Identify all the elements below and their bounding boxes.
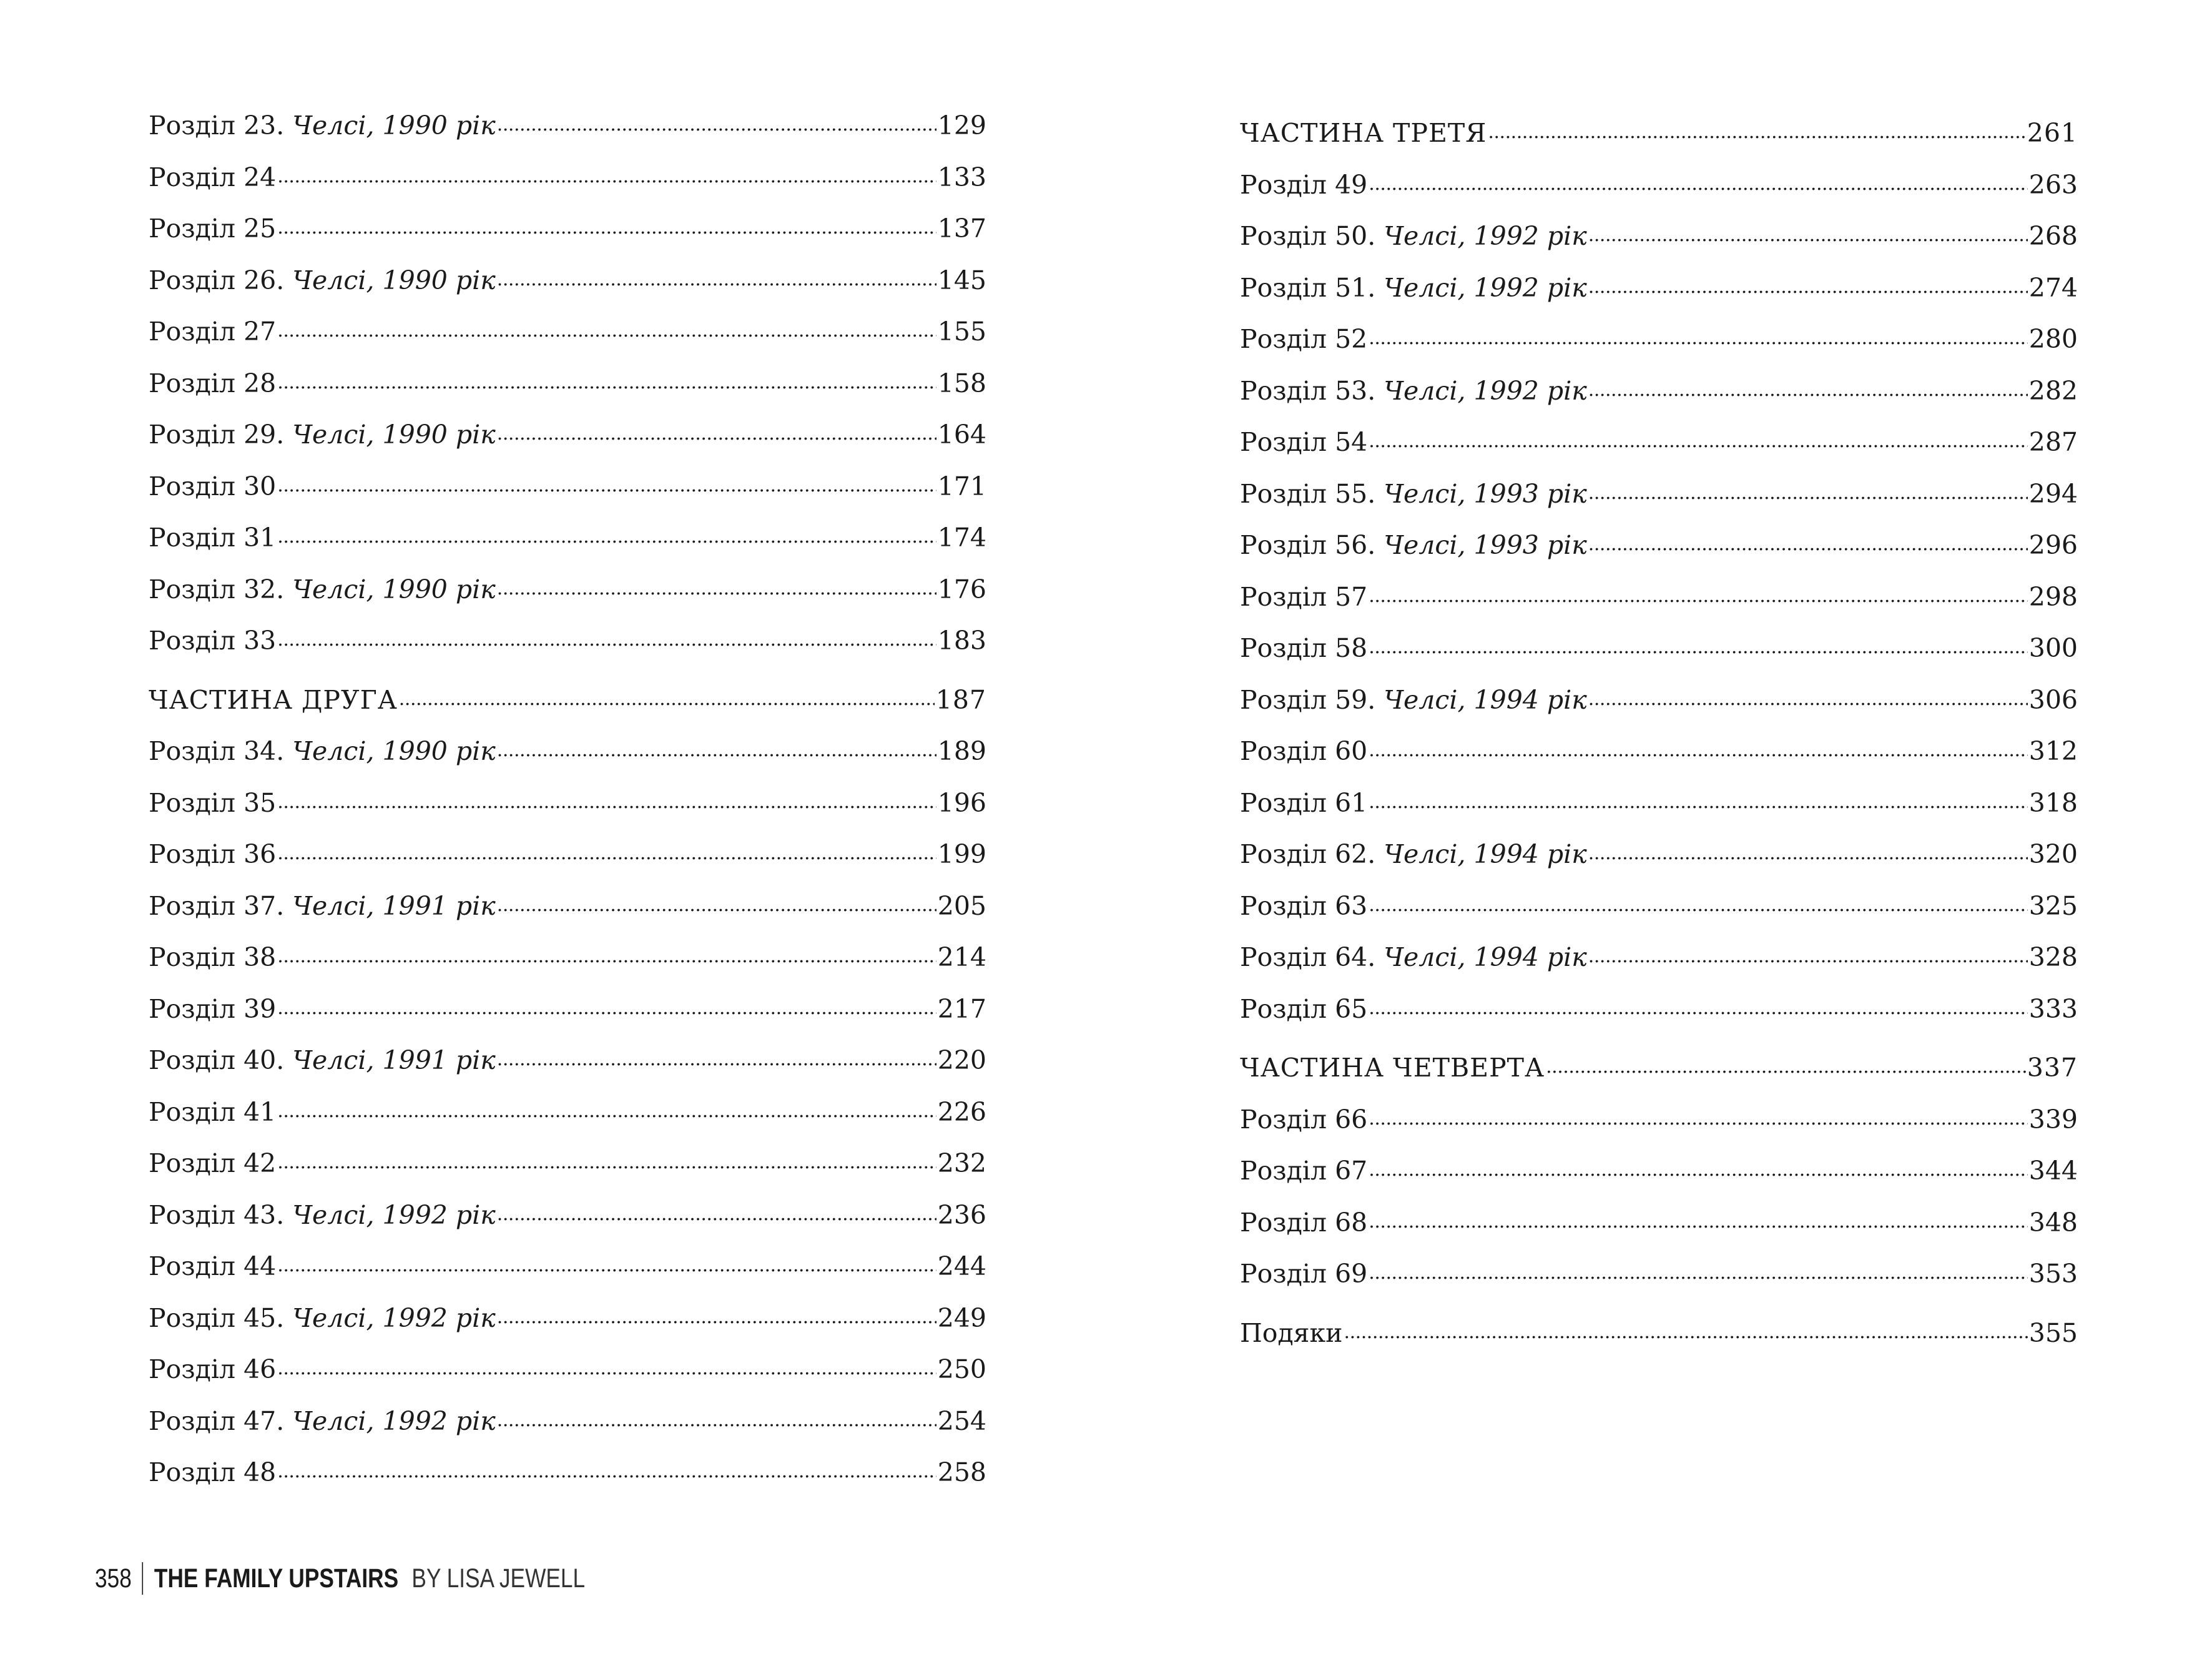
toc-entry-title [1240, 1307, 1343, 1359]
toc-chapter-entry [149, 1086, 986, 1138]
toc-entry-page-number: 250 [937, 1354, 986, 1384]
toc-entry-label: Розділ 40. [149, 1045, 285, 1075]
toc-chapter-entry [1240, 210, 2078, 262]
toc-entry-page-number: 164 [937, 420, 986, 450]
toc-part-entry [1240, 107, 2078, 159]
toc-entry-label: Розділ 56. [1240, 530, 1376, 560]
toc-chapter-entry [149, 1344, 986, 1396]
toc-entry-title [1240, 932, 1587, 983]
toc-entry-subtitle: Челсі, 1992 рік [292, 1302, 496, 1333]
toc-entry-label: Розділ 66 [1240, 1104, 1368, 1135]
toc-entry-label: Розділ 31 [149, 523, 277, 553]
toc-chapter-entry [149, 152, 986, 204]
toc-entry-label: Розділ 33 [149, 626, 277, 656]
toc-entry-label: Розділ 68 [1240, 1207, 1368, 1238]
toc-entry-label: Розділ 60 [1240, 736, 1368, 766]
toc-entry-title [1240, 210, 1587, 262]
toc-entry-subtitle: Челсі, 1990 рік [292, 574, 496, 604]
toc-entry-label: Розділ 23. [149, 111, 285, 140]
toc-entry-title [149, 674, 398, 726]
toc-entry-label: Розділ 52 [1240, 324, 1368, 354]
toc-chapter-entry [1240, 777, 2078, 829]
toc-entry-label: ЧАСТИНА ЧЕТВЕРТА [1240, 1053, 1545, 1083]
toc-entry-subtitle: Челсі, 1994 рік [1384, 839, 1587, 869]
dot-leader [1344, 1316, 2028, 1342]
toc-entry-label: Розділ 48 [149, 1457, 277, 1487]
toc-entry-title [149, 1396, 496, 1447]
toc-entry-label: Розділ 69 [1240, 1259, 1368, 1289]
dot-leader [497, 1301, 936, 1327]
toc-chapter-entry [149, 512, 986, 564]
dot-leader [1588, 683, 2028, 709]
toc-entry-page-number: 205 [937, 890, 986, 921]
toc-entry-title [1240, 674, 1587, 726]
toc-entry-label: Розділ 37. [149, 890, 285, 921]
toc-entry-label: Розділ 27 [149, 317, 277, 347]
toc-entry-title [149, 1138, 276, 1189]
toc-entry-label: Розділ 38 [149, 942, 277, 972]
toc-chapter-entry [149, 100, 986, 152]
toc-entry-page-number: 261 [2027, 118, 2078, 148]
toc-entry-page-number: 158 [937, 368, 986, 398]
toc-entry-page-number: 294 [2028, 478, 2078, 509]
toc-entry-page-number: 280 [2028, 324, 2078, 354]
dot-leader [497, 1198, 936, 1224]
toc-entry-subtitle: Челсі, 1992 рік [1384, 272, 1587, 303]
toc-entry-page-number: 199 [937, 839, 986, 869]
toc-chapter-entry [1240, 1094, 2078, 1146]
toc-entry-page-number: 296 [2028, 530, 2078, 560]
toc-entry-title [1240, 262, 1587, 314]
toc-entry-label: Подяки [1240, 1317, 1343, 1348]
toc-entry-page-number: 287 [2028, 427, 2078, 457]
toc-chapter-entry [1240, 623, 2078, 674]
toc-entry-subtitle: Челсі, 1992 рік [1384, 375, 1587, 406]
footer-author: BY LISA JEWELL [411, 1563, 586, 1593]
toc-entry-label: Розділ 42 [149, 1148, 277, 1178]
toc-entry-subtitle: Челсі, 1990 рік [292, 111, 496, 140]
toc-chapter-entry [1240, 416, 2078, 468]
toc-entry-subtitle: Челсі, 1991 рік [292, 890, 496, 921]
toc-entry-title [1240, 416, 1367, 468]
dot-leader [1369, 1154, 2027, 1179]
toc-chapter-entry [1240, 674, 2078, 726]
toc-chapter-entry [1240, 571, 2078, 623]
toc-entry-title [1240, 468, 1587, 520]
toc-part-entry [1240, 1042, 2078, 1094]
toc-entry-label: Розділ 34. [149, 736, 285, 766]
toc-entry-page-number: 133 [937, 162, 986, 192]
toc-entry-page-number: 129 [937, 111, 986, 140]
toc-entry-title [149, 306, 276, 358]
toc-entry-page-number: 174 [937, 523, 986, 553]
toc-chapter-entry [1240, 519, 2078, 571]
dot-leader [497, 1043, 936, 1069]
dot-leader [497, 1404, 936, 1430]
toc-entry-label: Розділ 30 [149, 471, 277, 501]
toc-entry-page-number: 353 [2028, 1259, 2078, 1289]
toc-entry-page-number: 320 [2028, 839, 2078, 869]
dot-leader [497, 734, 936, 760]
toc-entry-title [149, 409, 496, 461]
toc-right-column [1240, 100, 2078, 1359]
toc-chapter-entry [1240, 313, 2078, 365]
toc-entry-page-number: 183 [937, 626, 986, 656]
dot-leader [277, 786, 936, 812]
toc-entry-label: Розділ 25 [149, 214, 277, 244]
toc-entry-page-number: 344 [2028, 1156, 2078, 1186]
toc-entry-title [149, 1086, 276, 1138]
toc-entry-title [1240, 983, 1367, 1035]
toc-chapter-entry [149, 461, 986, 513]
toc-entry-label: Розділ 46 [149, 1354, 277, 1384]
toc-chapter-entry [149, 358, 986, 410]
dot-leader [277, 1146, 936, 1172]
toc-entry-page-number: 268 [2028, 221, 2078, 251]
toc-chapter-entry [149, 880, 986, 932]
toc-entry-title [149, 203, 276, 255]
toc-entry-label: Розділ 49 [1240, 169, 1368, 200]
toc-chapter-entry [149, 615, 986, 667]
toc-entry-label: Розділ 35 [149, 787, 277, 818]
toc-entry-page-number: 232 [937, 1148, 986, 1178]
dot-leader [1369, 1206, 2027, 1231]
dot-leader [277, 212, 936, 237]
toc-entry-subtitle: Челсі, 1993 рік [1384, 530, 1587, 560]
toc-entry-label: Розділ 55. [1240, 478, 1376, 509]
toc-entry-page-number: 282 [2028, 375, 2078, 406]
toc-entry-title [1240, 571, 1367, 623]
toc-entry-subtitle: Челсі, 1990 рік [292, 420, 496, 450]
dot-leader [1369, 631, 2027, 657]
toc-entry-title [149, 512, 276, 564]
dot-leader [1588, 528, 2028, 554]
dot-leader [497, 418, 936, 443]
toc-entry-label: ЧАСТИНА ДРУГА [149, 684, 398, 715]
toc-entry-page-number: 214 [937, 942, 986, 972]
toc-entry-title [149, 255, 496, 307]
dot-leader [497, 573, 936, 598]
toc-chapter-entry [149, 829, 986, 880]
toc-entry-title [1240, 313, 1367, 365]
toc-entry-title [149, 100, 496, 152]
toc-entry-title [149, 880, 496, 932]
toc-entry-page-number: 318 [2028, 787, 2078, 818]
dot-leader [497, 889, 936, 915]
toc-chapter-entry [149, 1189, 986, 1241]
toc-entry-title [1240, 159, 1367, 211]
toc-entry-page-number: 312 [2028, 736, 2078, 766]
toc-chapter-entry [1240, 983, 2078, 1035]
dot-leader [277, 1249, 936, 1275]
toc-entry-label: ЧАСТИНА ТРЕТЯ [1240, 118, 1487, 148]
toc-entry-title [1240, 107, 1487, 159]
toc-entry-title [1240, 1197, 1367, 1249]
toc-entry-label: Розділ 24 [149, 162, 277, 192]
toc-entry-page-number: 155 [937, 317, 986, 347]
toc-chapter-entry [1240, 1248, 2078, 1300]
dot-leader [277, 940, 936, 966]
dot-leader [1369, 889, 2027, 915]
dot-leader [277, 624, 936, 649]
toc-entry-title [149, 358, 276, 410]
dot-leader [277, 1095, 936, 1121]
toc-entry-page-number: 325 [2028, 890, 2078, 921]
toc-entry-label: Розділ 63 [1240, 890, 1368, 921]
toc-entry-page-number: 337 [2027, 1053, 2078, 1083]
toc-entry-label: Розділ 50. [1240, 221, 1376, 251]
dot-leader [1588, 374, 2028, 400]
toc-entry-page-number: 274 [2028, 272, 2078, 303]
dot-leader [1488, 116, 2025, 142]
dot-leader [1369, 1257, 2027, 1282]
toc-entry-title [149, 777, 276, 829]
toc-entry-page-number: 176 [937, 574, 986, 604]
toc-entry-label: Розділ 47. [149, 1405, 285, 1436]
dot-leader [277, 992, 936, 1018]
dot-leader [1369, 1103, 2027, 1128]
toc-entry-subtitle: Челсі, 1990 рік [292, 736, 496, 766]
toc-entry-title [149, 829, 276, 880]
toc-entry-page-number: 249 [937, 1302, 986, 1333]
dot-leader [1369, 992, 2027, 1018]
toc-chapter-entry [1240, 932, 2078, 983]
toc-entry-page-number: 258 [937, 1457, 986, 1487]
toc-entry-title [1240, 777, 1367, 829]
toc-entry-label: Розділ 32. [149, 574, 285, 604]
toc-entry-label: Розділ 36 [149, 839, 277, 869]
toc-entry-page-number: 171 [937, 471, 986, 501]
toc-entry-subtitle: Челсі, 1991 рік [292, 1045, 496, 1075]
toc-chapter-entry [149, 1396, 986, 1447]
toc-chapter-entry [149, 777, 986, 829]
dot-leader [1369, 580, 2027, 606]
toc-entry-page-number: 339 [2028, 1104, 2078, 1135]
toc-entry-title [1240, 880, 1367, 932]
toc-entry-label: Розділ 53. [1240, 375, 1376, 406]
toc-chapter-entry [149, 983, 986, 1035]
toc-entry-subtitle: Челсі, 1993 рік [1384, 478, 1587, 509]
toc-entry-page-number: 263 [2028, 169, 2078, 200]
toc-entry-label: Розділ 54 [1240, 427, 1368, 457]
toc-entry-title [149, 1241, 276, 1292]
toc-chapter-entry [149, 726, 986, 777]
dot-leader [277, 521, 936, 546]
dot-leader [277, 160, 936, 186]
toc-entry-label: Розділ 62. [1240, 839, 1376, 869]
toc-entry-subtitle: Челсі, 1994 рік [1384, 942, 1587, 972]
toc-entry-page-number: 220 [937, 1045, 986, 1075]
toc-chapter-entry [1240, 468, 2078, 520]
toc-entry-title [149, 1447, 276, 1499]
toc-entry-page-number: 254 [937, 1405, 986, 1436]
toc-entry-label: Розділ 58 [1240, 633, 1368, 663]
page-footer [95, 1562, 585, 1595]
toc-entry-label: Розділ 64. [1240, 942, 1376, 972]
toc-entry-title [149, 564, 496, 616]
dot-leader [277, 1352, 936, 1378]
dot-leader [1369, 786, 2027, 812]
toc-entry-page-number: 306 [2028, 684, 2078, 715]
toc-entry-subtitle: Челсі, 1994 рік [1384, 684, 1587, 715]
toc-entry-title [149, 461, 276, 513]
toc-entry-page-number: 226 [937, 1096, 986, 1127]
toc-chapter-entry [149, 1035, 986, 1086]
toc-entry-subtitle: Челсі, 1992 рік [292, 1405, 496, 1436]
toc-entry-title [1240, 1248, 1367, 1300]
toc-entry-title [1240, 1042, 1545, 1094]
footer-page-number: 358 [95, 1563, 132, 1593]
toc-chapter-entry [149, 306, 986, 358]
toc-entry-title [149, 615, 276, 667]
dot-leader [277, 837, 936, 863]
toc-chapter-entry [1240, 159, 2078, 211]
toc-chapter-entry [149, 1241, 986, 1292]
toc-entry-label: Розділ 26. [149, 265, 285, 295]
toc-chapter-entry [149, 932, 986, 983]
toc-chapter-entry [149, 564, 986, 616]
toc-entry-label: Розділ 45. [149, 1302, 285, 1333]
toc-entry-title [149, 1292, 496, 1344]
toc-entry-page-number: 187 [935, 684, 986, 715]
toc-entry-label: Розділ 59. [1240, 684, 1376, 715]
toc-entry-label: Розділ 28 [149, 368, 277, 398]
toc-entry-page-number: 137 [937, 214, 986, 244]
toc-entry-title [1240, 365, 1587, 417]
toc-entry-label: Розділ 65 [1240, 993, 1368, 1024]
toc-entry-title [1240, 726, 1367, 777]
dot-leader [497, 109, 936, 134]
toc-entry-label: Розділ 61 [1240, 787, 1368, 818]
dot-leader [1369, 322, 2027, 348]
dot-leader [277, 470, 936, 495]
toc-left-column [149, 100, 986, 1499]
toc-entry-label: Розділ 67 [1240, 1156, 1368, 1186]
toc-entry-title [1240, 1094, 1367, 1146]
toc-entry-label: Розділ 43. [149, 1199, 285, 1230]
toc-chapter-entry [149, 1292, 986, 1344]
toc-acknowledgements-entry [1240, 1307, 2078, 1359]
toc-entry-title [1240, 1145, 1367, 1197]
dot-leader [1369, 168, 2027, 194]
toc-chapter-entry [1240, 1197, 2078, 1249]
toc-entry-page-number: 355 [2028, 1317, 2078, 1348]
dot-leader [1369, 425, 2027, 451]
dot-leader [1588, 837, 2028, 863]
toc-entry-title [149, 152, 276, 204]
dot-leader [1588, 477, 2028, 503]
toc-entry-label: Розділ 29. [149, 420, 285, 450]
toc-entry-title [149, 932, 276, 983]
dot-leader [1588, 271, 2028, 297]
dot-leader [277, 1455, 936, 1481]
toc-entry-page-number: 328 [2028, 942, 2078, 972]
toc-chapter-entry [149, 1447, 986, 1499]
toc-chapter-entry [149, 203, 986, 255]
toc-chapter-entry [149, 255, 986, 307]
toc-entry-page-number: 217 [937, 993, 986, 1024]
toc-entry-label: Розділ 39 [149, 993, 277, 1024]
toc-chapter-entry [1240, 880, 2078, 932]
dot-leader [1546, 1051, 2026, 1076]
toc-entry-subtitle: Челсі, 1992 рік [292, 1199, 496, 1230]
footer-separator [142, 1562, 143, 1595]
toc-entry-title [149, 983, 276, 1035]
toc-entry-page-number: 145 [937, 265, 986, 295]
toc-chapter-entry [149, 409, 986, 461]
toc-entry-title [149, 726, 496, 777]
footer-book-title: THE FAMILY UPSTAIRS [154, 1563, 399, 1593]
toc-chapter-entry [149, 1138, 986, 1189]
dot-leader [277, 315, 936, 340]
toc-entry-page-number: 189 [937, 736, 986, 766]
dot-leader [1369, 734, 2027, 760]
toc-chapter-entry [1240, 1145, 2078, 1197]
toc-entry-title [149, 1189, 496, 1241]
toc-entry-subtitle: Челсі, 1990 рік [292, 265, 496, 295]
toc-chapter-entry [1240, 365, 2078, 417]
toc-chapter-entry [1240, 726, 2078, 777]
toc-entry-page-number: 244 [937, 1251, 986, 1281]
dot-leader [399, 683, 935, 709]
toc-entry-title [1240, 519, 1587, 571]
toc-entry-title [149, 1035, 496, 1086]
toc-entry-subtitle: Челсі, 1992 рік [1384, 221, 1587, 251]
toc-entry-title [1240, 829, 1587, 880]
toc-chapter-entry [1240, 829, 2078, 880]
toc-entry-label: Розділ 51. [1240, 272, 1376, 303]
dot-leader [1588, 219, 2028, 245]
toc-entry-page-number: 196 [937, 787, 986, 818]
toc-entry-page-number: 348 [2028, 1207, 2078, 1238]
toc-chapter-entry [1240, 262, 2078, 314]
toc-entry-page-number: 333 [2028, 993, 2078, 1024]
toc-entry-label: Розділ 57 [1240, 581, 1368, 612]
dot-leader [1588, 940, 2028, 966]
toc-entry-title [149, 1344, 276, 1396]
toc-part-entry [149, 674, 986, 726]
dot-leader [277, 367, 936, 392]
toc-entry-page-number: 236 [937, 1199, 986, 1230]
dot-leader [497, 263, 936, 289]
toc-entry-label: Розділ 44 [149, 1251, 277, 1281]
toc-entry-page-number: 300 [2028, 633, 2078, 663]
toc-entry-page-number: 298 [2028, 581, 2078, 612]
toc-entry-title [1240, 623, 1367, 674]
toc-entry-label: Розділ 41 [149, 1096, 277, 1127]
